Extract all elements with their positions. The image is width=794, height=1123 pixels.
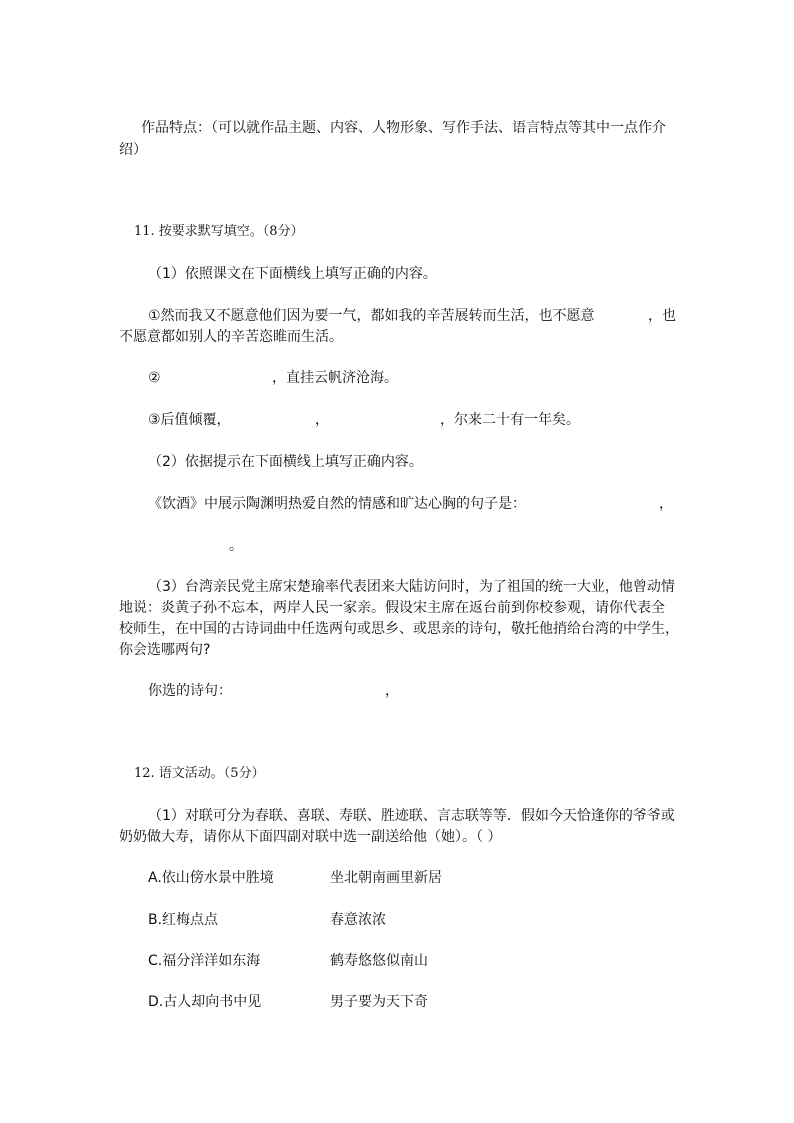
q11-item2-text-b: ，直挂云帆济沧海。	[272, 370, 398, 386]
q11-part3-line-2: 地说：炎黄子孙不忘本，两岸人民一家亲。假设宋主席在返台前到你校参观，请你代表全	[119, 600, 665, 616]
option-d-left: D.古人却向书中见	[148, 994, 262, 1010]
option-b-right: 春意浓浓	[330, 912, 386, 928]
q11-part2-heading: （2）依据提示在下面横线上填写正确内容。	[148, 454, 423, 470]
q11-item3-text-c: ，尔来二十有一年矣。	[440, 412, 580, 428]
q12-part1-line-2: 奶奶做大寿，请你从下面四副对联中选一副送给他（她）。（ ）	[119, 829, 502, 845]
q11-title: 11. 按要求默写填空。（8分）	[134, 224, 304, 239]
q11-drink-end: 。	[229, 538, 243, 554]
q11-item1-text-a: ①然而我又不愿意他们因为要一气，都如我的辛苦展转而生活，也不愿意	[148, 308, 595, 324]
option-c-right: 鹤寿悠悠似南山	[330, 953, 428, 969]
q11-item3-text-b: ，	[315, 412, 329, 428]
q11-part1-heading: （1）依照课文在下面横线上填写正确的内容。	[148, 266, 437, 282]
q11-item3-text-a: ③后值倾覆，	[148, 412, 231, 428]
option-b-left: B.红梅点点	[148, 912, 219, 928]
q11-item2-text-a: ②	[148, 370, 161, 386]
q12-part1-line-1: （1）对联可分为春联、喜联、寿联、胜迹联、言志联等等．假如今天恰逢你的爷爷或	[148, 808, 675, 824]
q11-part3-line-4: 你会选哪两句?	[119, 642, 211, 658]
q11-item1-text-c: 不愿意都如别人的辛苦恣睢而生活。	[119, 329, 343, 345]
q11-item1-text-b: ，也	[648, 308, 676, 324]
option-c-left: C.福分洋洋如东海	[148, 953, 261, 969]
features-line-1: 作品特点：（可以就作品主题、内容、人物形象、写作手法、语言特点等其中一点作介	[141, 120, 666, 136]
q11-answer-comma: ，	[385, 683, 399, 699]
q11-drink-text-a: 《饮酒》中展示陶渊明热爱自然的情感和旷达心胸的句子是：	[148, 496, 526, 512]
q11-part3-line-1: （3）台湾亲民党主席宋楚瑜率代表团来大陆访问时，为了祖国的统一大业，他曾动情	[148, 579, 675, 595]
features-line-2: 绍）	[119, 142, 147, 158]
q12-title: 12. 语文活动。（5分）	[134, 766, 265, 781]
option-a-right: 坐北朝南画里新居	[330, 870, 442, 886]
option-a-left: A.依山傍水景中胜境	[148, 870, 274, 886]
q11-part3-line-3: 校师生，在中国的古诗词曲中任选两句或思乡、或思亲的诗句，敬托他捎给台湾的中学生，	[119, 621, 679, 637]
q11-answer-label: 你选的诗句：	[148, 683, 232, 699]
option-d-right: 男子要为天下奇	[330, 994, 428, 1010]
q11-drink-text-b: ，	[659, 496, 673, 512]
